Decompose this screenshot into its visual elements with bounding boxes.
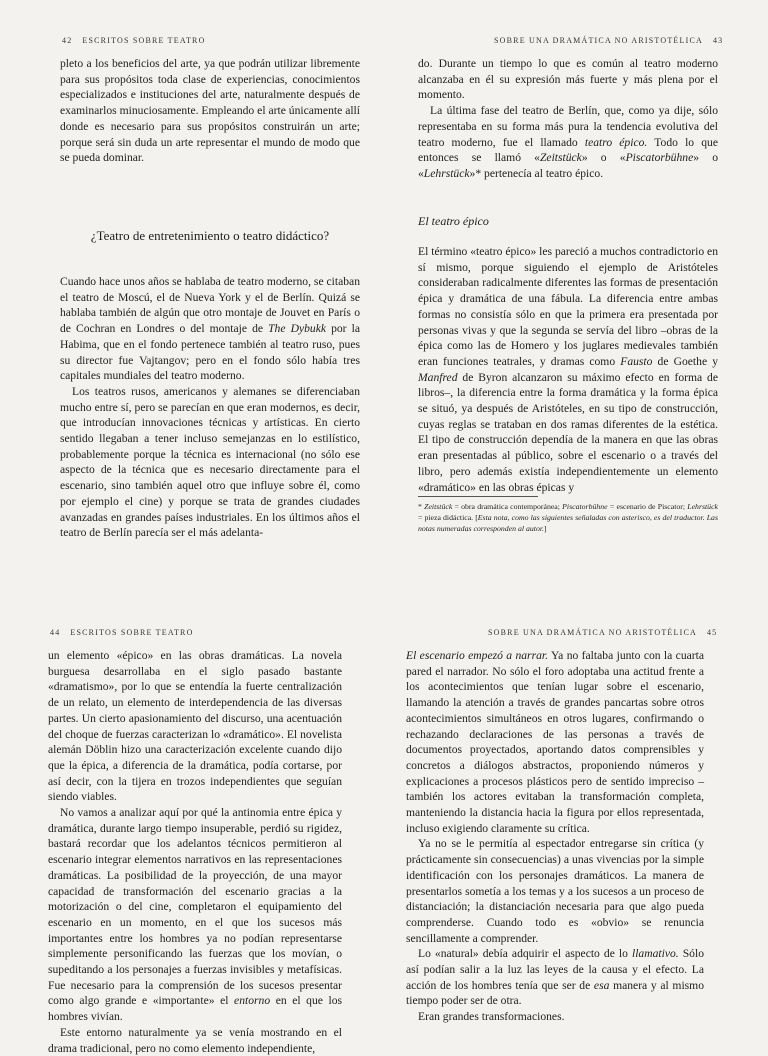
text-column <box>418 244 718 495</box>
text-column <box>418 56 718 182</box>
text-run: = pieza didáctica. [ <box>418 513 478 523</box>
running-head-title: SOBRE UNA DRAMÁTICA NO ARISTOTÉLICA <box>488 628 697 637</box>
section-heading-block <box>418 214 718 230</box>
italic-run: Fausto <box>620 354 653 368</box>
paragraph: do. Durante un tiempo lo que es común al teatro moderno alcanzaba en él su expresión más fuerte y más plena por el momento. <box>418 57 718 102</box>
section-heading: ¿Teatro de entretenimiento o teatro didáctico? <box>90 228 330 243</box>
text-run: No vamos a analizar aquí por qué la antinomia entre épica y dramática, durante largo tiempo insuperable, perdió su rigidez, bastará recordar que los adelantos técnicos permitieron al escenario integrar elementos narrativos en las representaciones dramáticas. La posibilidad de la proyección, de una mayor capacidad de transformación del escenario gracias a la motorización o del cine, completaron el equipamiento del escenario en un momento, en el que los sucesos más importantes entre los hombres ya no podían representarse simplemente personificando las fuerzas que los movían, o supeditando a los personajes a fuerzas invisibles y metafísicas. Fue necesario para la comprensión de los sucesos presentar como algo grande e «importante» el <box>48 806 342 1008</box>
running-head <box>62 36 206 45</box>
text-run: El término «teatro épico» les pareció a muchos contradictorio en sí mismo, porque siguiendo el ejemplo de Aristóteles consideraban radicalmente diferentes las formas de presentación épica y dramática de una fábula. La diferencia entre ambas formas no consistía sólo en que la primera era presentada por personas vivas y que la segunda se servía del libro –obras de la épica como las de Homero y los juglares medievales también eran funciones teatrales, y dramas como <box>418 245 718 368</box>
paragraph: Este entorno naturalmente ya se venía mostrando en el drama tradicional, pero no como elemento independiente, <box>48 1025 342 1055</box>
text-run: » o « <box>581 151 626 165</box>
text-run: ] <box>543 524 547 534</box>
section-heading: El teatro épico <box>418 214 489 228</box>
paragraph: un elemento «épico» en las obras dramáticas. La novela burguesa desarrollaba en el siglo pasado bastante «dramatismo», por lo que se entendía la fuerte centralización de un relato, un elemento de interdependencia de las diversas partes. Un cierto apasionamiento del discurso, una acentuación del choque de fuerzas caracterizan lo «dramático». El novelista alemán Döblin hizo una caracterización excelente cuando dijo que la épica, a diferencia de la dramática, podía cortarse, por así decir, con la tijera en trozos independientes que seguían siendo viables. <box>48 649 342 804</box>
page-44 <box>0 512 384 1055</box>
paragraph <box>406 648 704 836</box>
paragraph <box>406 946 704 1009</box>
running-head <box>50 628 194 637</box>
page-number: 43 <box>712 36 724 45</box>
paragraph: pleto a los beneficios del arte, ya que podrán utilizar libremente para sus propósitos toda clase de experiencias, conocimientos especializados e instituciones del arte, naturalmente después de examinarlos minuciosamente. Empleando el arte únicamente allí donde es necesario para sus propósitos construirán un arte; porque será sin duda un arte representar el mundo de modo que se pueda dominar. <box>60 57 360 165</box>
text-run: Lo «natural» debía adquirir el aspecto de lo <box>418 947 632 961</box>
running-head-title: ESCRITOS SOBRE TEATRO <box>70 628 194 637</box>
text-run: » o « <box>418 151 718 180</box>
italic-run: Manfred <box>418 370 458 384</box>
running-head-title: SOBRE UNA DRAMÁTICA NO ARISTOTÉLICA <box>494 36 703 45</box>
page-number: 44 <box>50 628 61 637</box>
text-run: = escenario de Piscator; <box>607 502 688 511</box>
italic-run: The Dybukk <box>268 322 326 336</box>
text-run: = obra dramática contemporánea; <box>452 502 563 511</box>
text-run: en el que los hombres vivían. <box>48 994 342 1024</box>
italic-run: entorno <box>234 994 271 1008</box>
italic-run: Lehrstück <box>423 166 470 180</box>
text-run: de Byron alcanzaron su máximo efecto en forma de libros–, la diferencia entre la forma dramática y la forma épica se situó, ya después de Aristóteles, en su tipo de construcción, cuyas reglas se trataban en dos ramas diferentes de la estética. El tipo de construcción dependía de la manera en que las obras eran presentadas al público, sobre el escenario o a través del libro, pero además existía independientemente un elemento «dramático» en las obras épicas y <box>418 370 718 494</box>
paragraph <box>48 805 342 1025</box>
text-run: Sólo así podían salir a la luz las leyes de la causa y el efecto. La acción de los hombres tenía que ser de <box>406 947 705 992</box>
text-run: Cuando hace unos años se hablaba de teatro moderno, se citaban el teatro de Moscú, el de Nueva York y el de Berlín. Quizá se hablaba también de algún que otro montaje de Jouvet en París o de Cochran en Londres o del montaje de <box>60 275 360 336</box>
page-number: 45 <box>706 628 718 637</box>
italic-run: Piscatorbühne <box>625 151 694 165</box>
text-run: »* pertenecía al teatro épico. <box>469 166 604 180</box>
paragraph: Ya no se le permitía al espectador entregarse sin crítica (y prácticamente sin consecuencias) a unas vivencias por la simple identificación con los personajes dramáticos. La manera de presentarlos sometía a los temas y a los sucesos a un proceso de distanciación; la distanciación necesaria para que algo pueda comprenderse. Cuando todo es «obvio» se renuncia sencillamente a comprender. <box>406 837 704 945</box>
running-head-title: ESCRITOS SOBRE TEATRO <box>82 36 206 45</box>
italic-run: El escenario empezó a narrar. <box>406 649 549 662</box>
italic-run: Lehrstück <box>687 502 718 511</box>
section-heading-block <box>60 228 360 244</box>
text-column <box>60 274 360 541</box>
page-43 <box>384 0 768 534</box>
text-run: de Goethe y <box>652 354 718 368</box>
text-run: por la Habima, que en el fondo pertenece también al teatro ruso, pues su director fue Vajtangov; pero en el fondo sólo había tres capitales mundiales del teatro moderno. <box>60 322 360 383</box>
page-number: 42 <box>62 36 73 45</box>
page-42 <box>0 0 384 540</box>
paragraph <box>60 274 360 384</box>
italic-run: Esta nota, como las siguientes señaladas con asterisco, es del traductor. Las notas numeradas corresponden al autor. <box>418 513 718 534</box>
italic-run: esa <box>593 978 610 992</box>
text-column <box>406 648 704 1025</box>
italic-run: Zeitstück <box>424 502 453 511</box>
italic-run: Piscatorbühne <box>562 502 608 511</box>
paragraph <box>418 103 718 182</box>
text-run: Ya no faltaba junto con la cuarta pared el narrador. No sólo el foro adoptaba una actitud frente a los acontecimientos que tenían lugar sobre el escenario, llamando la atención a través de grandes pancartas sobre otros acontecimientos simultáneos en otros lugares, confirmando o rechazando declaraciones de las personas a través de documentos proyectados, aportando datos comprensibles y concretos a diálogos abstractos, proponiendo números y explicaciones a procesos plásticos pero de sentido impreciso –también los actores evitaban la transformación completa, manteniendo la distancia hacia la figura por ellos representada, incluso exigiendo claramente su crítica. <box>406 649 704 835</box>
paragraph <box>418 244 718 495</box>
text-run: * <box>418 502 425 511</box>
text-run: manera y al mismo tiempo poder ser de otra. <box>406 978 704 1008</box>
text-run: La última fase del teatro de Berlín, que, como ya dije, sólo representaba en su forma más pura la tendencia evolutiva del teatro moderno, fue el llamado <box>418 104 718 149</box>
italic-run: llamativo. <box>631 947 679 961</box>
paragraph: Eran grandes transformaciones. <box>418 1010 565 1024</box>
running-head <box>494 36 723 45</box>
paragraph: Los teatros rusos, americanos y alemanes se diferenciaban mucho entre sí, pero se parecían en que eran modernos, es decir, que introducían innovaciones técnicas y artísticas. En cierto sentido llegaban a tener incluso semejanzas en lo estilístico, probablemente porque la técnica es internacional (no sólo ese aspecto de la técnica que es necesario directamente para el escenario, sino también aquel otro que influye sobre él, como por ejemplo el cine) y porque se trata de grandes ciudades avanzadas en grandes países industriales. En los últimos años el teatro de Berlín parecía ser el más adelanta- <box>60 384 360 540</box>
text-column <box>60 56 360 166</box>
running-head <box>488 628 717 637</box>
footnote-rule <box>418 496 538 497</box>
page-45 <box>384 512 768 1024</box>
italic-run: Zeitstück <box>539 151 582 165</box>
text-column <box>48 648 342 1056</box>
italic-run: teatro épico. <box>584 135 648 149</box>
text-run: Todo lo que entonces se llamó « <box>418 135 719 165</box>
